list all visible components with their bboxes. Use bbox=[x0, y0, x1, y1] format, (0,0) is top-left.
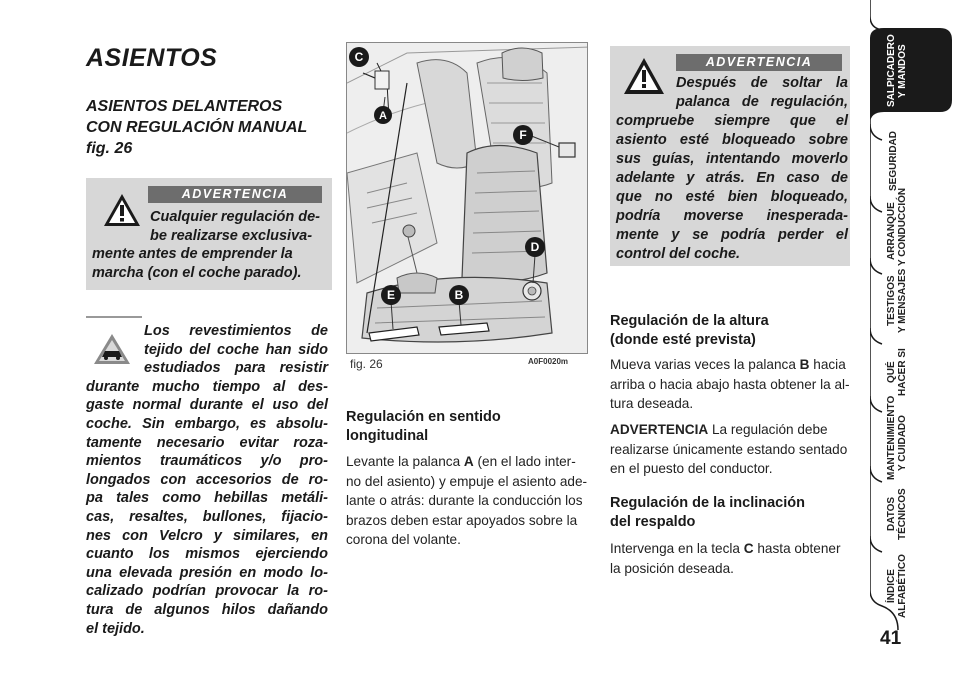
paragraph-line bbox=[346, 472, 587, 492]
line-text: Levante la palanca bbox=[346, 454, 464, 469]
paragraph-line bbox=[346, 511, 587, 531]
line-text: realizarse únicamente estando sentado bbox=[610, 441, 848, 457]
warning-heading: ADVERTENCIA bbox=[148, 186, 322, 203]
line-text: arriba o hacia abajo hasta obtener la al- bbox=[610, 376, 850, 392]
note-line: nes con Velcro y similares, en bbox=[86, 527, 328, 544]
seat-figure bbox=[346, 42, 588, 354]
note-line: cuanto los mismos ejerciendo bbox=[86, 546, 328, 563]
warning-line: sus guías, intentando moverlo bbox=[616, 151, 848, 167]
heading-line: Regulación de la inclinación bbox=[610, 495, 805, 511]
heading-longitudinal bbox=[346, 408, 501, 446]
warning-line: control del coche. bbox=[616, 246, 741, 262]
line-text: no del asiento) y empuje el asiento ade- bbox=[346, 473, 588, 489]
section-subtitle bbox=[86, 96, 336, 159]
figure-label-f: F bbox=[519, 128, 527, 142]
note-line: durante mucho tiempo al des- bbox=[86, 378, 328, 395]
note-line: cas, resaltes, bullones, fijacio- bbox=[86, 508, 328, 525]
warning-line: asiento esté bloqueado sobre bbox=[616, 132, 848, 148]
tab-testigos[interactable]: TESTIGOS Y MENSAJES bbox=[886, 268, 908, 334]
tab-indice[interactable]: ÍNDICE ALFABÉTICO bbox=[886, 554, 908, 618]
figure-label-c: C bbox=[354, 50, 364, 64]
tab-arranque[interactable]: ARRANQUE Y CONDUCCIÓN bbox=[886, 187, 908, 266]
line-text: corona del volante. bbox=[346, 532, 461, 548]
paragraph-line bbox=[610, 440, 847, 460]
line-text: Intervenga en la tecla bbox=[610, 541, 744, 556]
paragraph-height-warning bbox=[610, 420, 847, 479]
line-text: brazos deben estar apoyados sobre la bbox=[346, 512, 578, 528]
note-text bbox=[86, 322, 328, 638]
line-text: hasta obtener bbox=[753, 541, 841, 556]
note-line: coche. Sin embargo, es absolu- bbox=[86, 415, 328, 432]
subtitle-line: fig. 26 bbox=[86, 140, 133, 157]
warning-line: Después de soltar la bbox=[676, 75, 848, 91]
line-text: lante o atrás: durante la conducción los bbox=[346, 493, 583, 509]
note-line: longados con accesorios de ro- bbox=[86, 471, 328, 488]
warning-line: podría moverse inesperada- bbox=[616, 208, 848, 224]
paragraph-line bbox=[610, 559, 841, 579]
heading-line: (donde esté prevista) bbox=[610, 332, 756, 348]
warning-text bbox=[92, 208, 328, 282]
page-title: ASIENTOS bbox=[86, 44, 218, 72]
figure-label-d: D bbox=[530, 240, 540, 254]
note-line: tura de algunos hilos dañando bbox=[86, 601, 328, 618]
note-line: tejido del coche han sido bbox=[144, 341, 328, 358]
warning-box-lock bbox=[610, 46, 850, 266]
line-text: tura deseada. bbox=[610, 396, 694, 412]
page-number: 41 bbox=[880, 628, 902, 649]
note-line: tamente necesario evitar roza- bbox=[86, 434, 328, 451]
tab-seguridad[interactable]: SEGURIDAD bbox=[888, 131, 899, 192]
warning-text bbox=[616, 74, 848, 264]
warning-line: Cualquier regulación de- bbox=[150, 209, 320, 225]
note-line: gaste normal durante el uso del bbox=[86, 397, 328, 414]
tab-que-hacer[interactable]: QUÉ HACER SI bbox=[886, 348, 908, 396]
heading-height bbox=[610, 312, 769, 350]
heading-backrest bbox=[610, 494, 805, 532]
seat-illustration bbox=[347, 43, 588, 354]
heading-line: longitudinal bbox=[346, 428, 429, 444]
figure-label-a: A bbox=[379, 110, 387, 122]
figure-code: A0F0020m bbox=[528, 357, 569, 366]
line-bold: ADVERTENCIA bbox=[610, 422, 709, 437]
paragraph-line bbox=[610, 375, 850, 395]
paragraph-line bbox=[610, 459, 847, 479]
warning-line: marcha (con el coche parado). bbox=[92, 264, 302, 281]
tab-salpicadero[interactable]: SALPICADERO Y MANDOS bbox=[886, 34, 908, 108]
paragraph-line bbox=[346, 491, 587, 511]
note-rule bbox=[86, 316, 142, 318]
tab-mantenimiento[interactable]: MANTENIMIENTO Y CUIDADO bbox=[886, 395, 908, 480]
paragraph-height bbox=[610, 355, 850, 414]
warning-heading: ADVERTENCIA bbox=[676, 54, 842, 71]
heading-line: Regulación en sentido bbox=[346, 409, 501, 425]
paragraph-line bbox=[346, 530, 587, 550]
paragraph-line bbox=[610, 420, 847, 440]
warning-line: be realizarse exclusiva- bbox=[150, 227, 313, 244]
line-bold: A bbox=[463, 454, 474, 469]
warning-box-adjustment bbox=[86, 178, 332, 290]
paragraph-line bbox=[610, 355, 850, 375]
paragraph-line bbox=[346, 452, 587, 472]
chapter-sidebar bbox=[870, 0, 960, 692]
note-line: el tejido. bbox=[86, 620, 145, 637]
subtitle-line: ASIENTOS DELANTEROS bbox=[86, 98, 283, 115]
line-text: La regulación debe bbox=[708, 422, 828, 437]
line-text: la posición deseada. bbox=[610, 560, 734, 576]
figure-caption: fig. 26 bbox=[350, 357, 383, 371]
note-line: pa tales como hebillas metáli- bbox=[86, 490, 328, 507]
heading-line: Regulación de la altura bbox=[610, 313, 769, 329]
warning-line: mente y se podría perder el bbox=[616, 227, 848, 243]
note-line: mientos traumáticos y/o pro- bbox=[86, 453, 328, 470]
warning-line: palanca de regulación, bbox=[676, 94, 848, 110]
line-text: hacia bbox=[809, 357, 846, 372]
line-text: (en el lado inter- bbox=[473, 454, 576, 469]
tab-datos[interactable]: DATOS TÉCNICOS bbox=[886, 488, 908, 540]
paragraph-longitudinal bbox=[346, 452, 587, 550]
paragraph-line bbox=[610, 539, 841, 559]
warning-line: compruebe siempre que el bbox=[616, 113, 848, 129]
note-line: Los revestimientos de bbox=[144, 323, 328, 339]
paragraph-line bbox=[610, 394, 850, 414]
warning-line: adelante y atrás. En caso de bbox=[616, 170, 848, 186]
warning-line: que no esté bien bloqueado, bbox=[616, 189, 848, 205]
figure-label-e: E bbox=[386, 288, 396, 302]
note-line: una elevada presión en modo lo- bbox=[86, 564, 328, 581]
line-bold: B bbox=[799, 357, 810, 372]
line-bold: C bbox=[743, 541, 754, 556]
subtitle-line: CON REGULACIÓN MANUAL bbox=[86, 119, 308, 136]
note-line: estudiados para resistir bbox=[144, 360, 328, 377]
warning-line: mente antes de emprender la bbox=[92, 246, 293, 262]
figure-label-b: B bbox=[454, 288, 464, 302]
note-line: calizado podrían provocar la ro- bbox=[86, 583, 328, 600]
line-text: Mueva varias veces la palanca bbox=[610, 357, 800, 372]
paragraph-backrest bbox=[610, 539, 841, 578]
line-text: en el puesto del conductor. bbox=[610, 461, 773, 477]
heading-line: del respaldo bbox=[610, 514, 696, 530]
